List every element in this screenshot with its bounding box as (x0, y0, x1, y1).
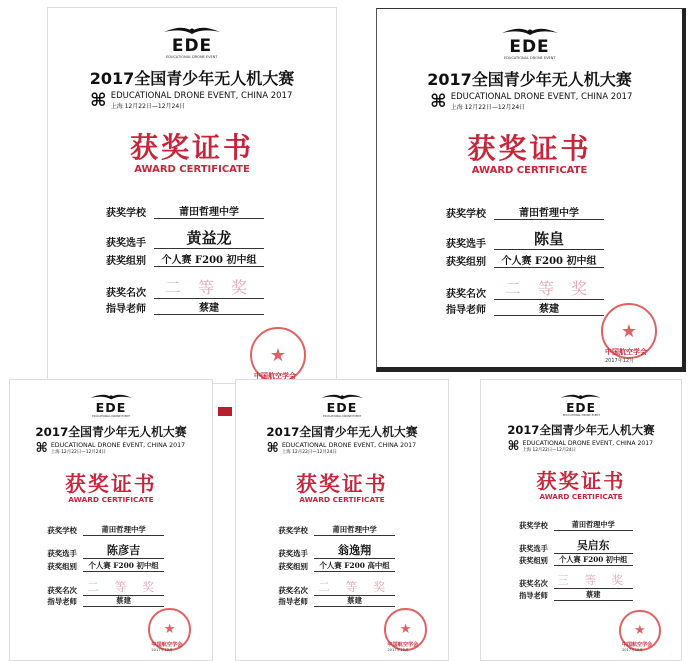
event-info (508, 439, 653, 454)
logo-subtext: EDUCATIONAL DRONE EVENT (323, 414, 361, 418)
seal-caption: 中国航空学会 (151, 641, 183, 648)
seal-date: 2017年12月 (605, 358, 635, 364)
award-subtitle: AWARD CERTIFICATE (471, 165, 588, 176)
field-label: 获奖名次 (47, 585, 77, 595)
field-value: 莆田哲理中学 (554, 520, 633, 531)
field-row (519, 572, 633, 589)
seal-caption: 中国航空学会 (387, 641, 419, 648)
seal-star-icon: ★ (633, 622, 646, 638)
event-date: 上海 12月22日—12月24日 (50, 449, 106, 455)
event-english: EDUCATIONAL DRONE EVENT, CHINA 2017 (522, 440, 654, 448)
logo-text: EDE (566, 400, 596, 415)
field-value: 吴启东 (554, 538, 633, 554)
logo-text: EDE (95, 400, 127, 416)
field-row (519, 555, 633, 566)
seal-caption: 中国航空学会 (605, 348, 647, 356)
field-row (446, 252, 604, 268)
ede-logo (236, 392, 448, 419)
field-row (278, 542, 395, 559)
field-row (519, 520, 633, 531)
field-row (519, 590, 633, 601)
field-row (278, 595, 395, 607)
drone-icon: ⌘ (507, 439, 520, 455)
field-label: 获奖学校 (106, 208, 146, 219)
field-row (47, 560, 164, 572)
event-date: 上海 12月22日—12月24日 (281, 449, 337, 455)
award-subtitle: AWARD CERTIFICATE (68, 495, 154, 505)
certificate-card (481, 380, 681, 660)
seal-star-icon: ★ (269, 344, 287, 366)
seal-date: 2017年12月 (151, 648, 173, 653)
field-label: 获奖选手 (519, 543, 548, 553)
field-value: 个人赛 F200 初中组 (83, 560, 164, 572)
event-english: EDUCATIONAL DRONE EVENT, CHINA 2017 (450, 92, 633, 102)
field-value: 二 等 奖 (314, 578, 395, 596)
field-label: 获奖名次 (519, 579, 548, 589)
event-english: EDUCATIONAL DRONE EVENT, CHINA 2017 (281, 441, 417, 449)
field-value: 蔡建 (314, 595, 395, 607)
seal-caption: 中国航空学会 (621, 642, 653, 649)
event-lines (282, 442, 416, 455)
field-value: 个人赛 F200 初中组 (554, 555, 633, 566)
event-info (430, 91, 632, 112)
event-info (90, 90, 292, 111)
logo-text: EDE (171, 36, 213, 56)
event-title: 2017全国青少年无人机大赛 (507, 422, 655, 437)
field-value: 莆田哲理中学 (154, 203, 264, 219)
field-label: 获奖选手 (106, 238, 146, 249)
field-row (519, 538, 633, 554)
event-date: 上海 12月22日—12月24日 (450, 104, 526, 111)
ede-logo (48, 24, 336, 60)
event-lines (522, 440, 653, 453)
field-label: 获奖组别 (47, 561, 77, 571)
event-lines (451, 92, 633, 111)
award-subtitle: AWARD CERTIFICATE (134, 164, 250, 175)
field-row (47, 578, 164, 596)
decorative-red-strip (218, 407, 232, 416)
seal-date: 2017年12月 (387, 648, 409, 653)
field-label: 获奖学校 (519, 521, 548, 531)
event-lines (111, 91, 293, 110)
field-label: 指导老师 (47, 597, 77, 607)
seal-caption: 中国航空学会 (254, 372, 296, 380)
field-value: 莆田哲理中学 (314, 524, 395, 536)
award-title: 获奖证书 (129, 131, 254, 164)
logo-subtext: EDUCATIONAL DRONE EVENT (166, 55, 218, 60)
ede-logo (481, 392, 681, 418)
field-value: 陈彦吉 (83, 542, 164, 559)
drone-icon: ⌘ (35, 440, 48, 456)
ede-logo (377, 25, 682, 61)
field-value: 二 等 奖 (494, 276, 604, 300)
event-date: 上海 12月22日—12月24日 (522, 448, 576, 454)
field-row (106, 251, 264, 267)
field-label: 获奖学校 (278, 526, 308, 536)
field-label: 获奖选手 (278, 549, 308, 559)
field-value: 二 等 奖 (154, 275, 264, 299)
field-label: 获奖组别 (106, 256, 146, 267)
field-value: 二 等 奖 (83, 578, 164, 596)
field-value: 蔡建 (554, 590, 633, 601)
field-row (446, 204, 604, 220)
field-row (278, 560, 395, 572)
seal-star-icon: ★ (163, 621, 176, 637)
certificate-card (236, 380, 448, 660)
field-label: 获奖组别 (278, 561, 308, 571)
field-row (446, 276, 604, 300)
event-english: EDUCATIONAL DRONE EVENT, CHINA 2017 (50, 441, 186, 449)
field-label: 获奖名次 (446, 289, 486, 300)
field-row (278, 578, 395, 596)
field-label: 获奖选手 (47, 549, 77, 559)
event-title: 2017全国青少年无人机大赛 (266, 424, 418, 439)
field-label: 指导老师 (106, 304, 146, 315)
event-title: 2017全国青少年无人机大赛 (427, 70, 632, 89)
field-label: 获奖选手 (446, 239, 486, 250)
field-row (47, 524, 164, 536)
field-value: 翁逸翔 (314, 542, 395, 559)
logo-text: EDE (509, 37, 550, 57)
field-row (278, 524, 395, 536)
field-label: 指导老师 (278, 597, 308, 607)
award-subtitle: AWARD CERTIFICATE (299, 495, 385, 505)
logo-subtext: EDUCATIONAL DRONE EVENT (503, 56, 556, 61)
logo-text: EDE (326, 400, 358, 416)
event-info (36, 441, 186, 456)
field-label: 获奖学校 (47, 526, 77, 536)
field-value: 三 等 奖 (554, 572, 633, 589)
award-title: 获奖证书 (536, 468, 626, 493)
award-title: 获奖证书 (296, 472, 388, 497)
seal-star-icon: ★ (620, 320, 638, 342)
field-value: 个人赛 F200 高中组 (314, 560, 395, 572)
field-value: 黄益龙 (154, 227, 264, 249)
drone-icon: ⌘ (266, 440, 279, 456)
field-value: 个人赛 F200 初中组 (154, 251, 264, 267)
logo-subtext: EDUCATIONAL DRONE EVENT (562, 413, 600, 417)
field-label: 获奖组别 (446, 257, 486, 268)
field-label: 获奖组别 (519, 555, 548, 565)
field-label: 获奖名次 (278, 585, 308, 595)
field-value: 莆田哲理中学 (494, 204, 604, 220)
field-value: 陈皇 (494, 228, 604, 250)
event-info (267, 441, 417, 456)
certificate-card (48, 8, 336, 383)
field-value: 蔡建 (154, 299, 264, 315)
logo-subtext: EDUCATIONAL DRONE EVENT (92, 414, 130, 418)
field-row (446, 228, 604, 250)
event-title: 2017全国青少年无人机大赛 (89, 69, 295, 88)
field-row (47, 542, 164, 559)
field-value: 蔡建 (494, 300, 604, 316)
field-value: 莆田哲理中学 (83, 524, 164, 536)
certificate-card (376, 8, 686, 372)
event-title: 2017全国青少年无人机大赛 (35, 424, 187, 439)
field-label: 指导老师 (446, 305, 486, 316)
drone-icon: ⌘ (430, 91, 447, 112)
event-lines (51, 442, 185, 455)
field-row (106, 299, 264, 315)
award-subtitle: AWARD CERTIFICATE (539, 492, 623, 502)
seal-star-icon: ★ (399, 621, 412, 637)
field-row (106, 275, 264, 299)
field-label: 获奖学校 (446, 209, 486, 220)
field-row (106, 203, 264, 219)
award-title: 获奖证书 (65, 472, 157, 497)
field-row (446, 300, 604, 316)
drone-icon: ⌘ (90, 90, 107, 111)
award-title: 获奖证书 (467, 132, 592, 165)
field-row (106, 227, 264, 249)
field-row (47, 595, 164, 607)
seal-date: 2017年12月 (621, 648, 643, 653)
field-value: 个人赛 F200 初中组 (494, 252, 604, 268)
ede-logo (10, 392, 212, 419)
field-label: 获奖名次 (106, 288, 146, 299)
field-value: 蔡建 (83, 595, 164, 607)
event-english: EDUCATIONAL DRONE EVENT, CHINA 2017 (110, 91, 293, 101)
certificate-card (10, 380, 212, 660)
field-label: 指导老师 (519, 590, 548, 600)
event-date: 上海 12月22日—12月24日 (110, 103, 186, 110)
